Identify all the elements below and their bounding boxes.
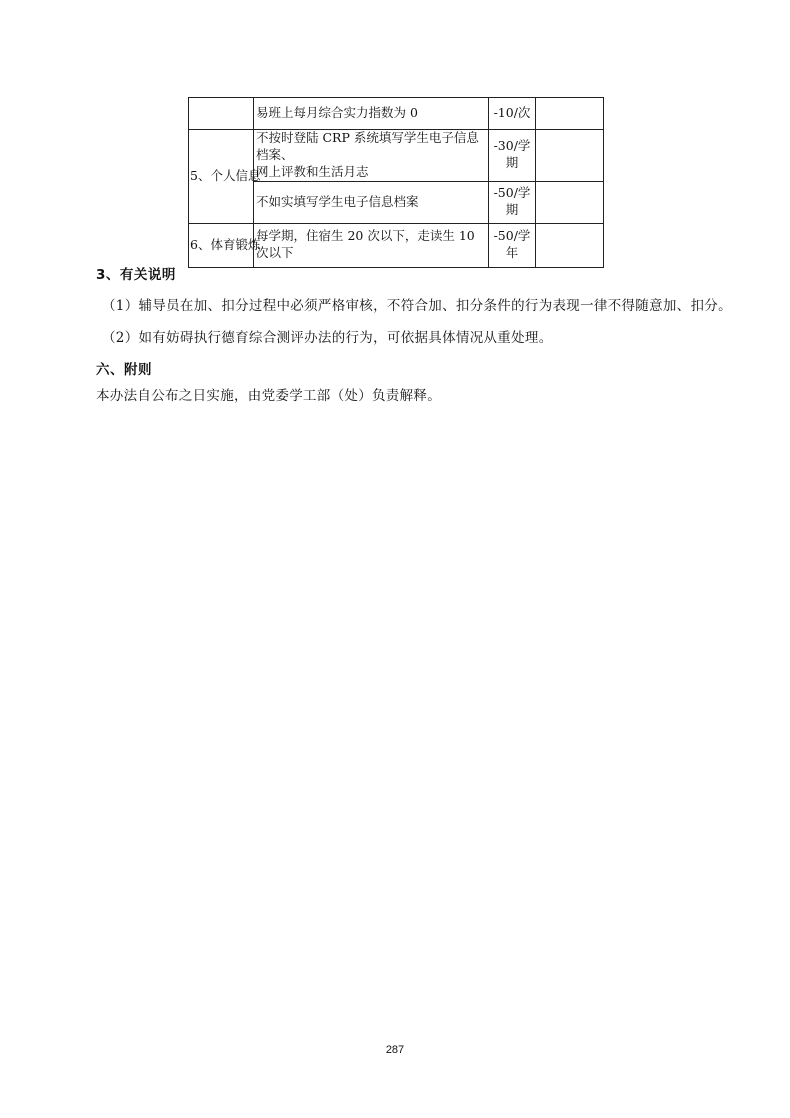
paragraph: 本办法自公布之日实施，由党委学工部（处）负责解释。 [96, 388, 441, 404]
score-cell [489, 223, 536, 267]
category-label: 5、个人信息 [190, 167, 261, 183]
item-text: 不如实填写学生电子信息档案 [256, 193, 419, 209]
paragraph: （1）辅导员在加、扣分过程中必须严格审核，不符合加、扣分条件的行为表现一律不得随意加、扣分。 [102, 298, 732, 314]
table-row [189, 98, 604, 130]
score-text: 年 [505, 245, 519, 261]
page-number: 287 [385, 1044, 405, 1056]
item-cell [254, 98, 489, 130]
score-text: -50/学 [493, 185, 531, 201]
score-text: -30/学 [493, 138, 531, 154]
score-text: 期 [505, 155, 519, 171]
section-heading: 六、附则 [96, 362, 152, 378]
deduction-table [188, 97, 604, 268]
table-row [189, 223, 604, 267]
blank-cell [536, 130, 604, 182]
blank-cell [536, 181, 604, 223]
score-cell [489, 130, 536, 182]
item-cell [254, 181, 489, 223]
item-text: 不按时登陆 CRP 系统填写学生电子信息档案、 [256, 130, 479, 162]
blank-cell [536, 98, 604, 130]
blank-cell [536, 223, 604, 267]
item-cell [254, 130, 489, 182]
item-text: 易班上每月综合实力指数为 0 [256, 105, 418, 121]
deduction-table-wrapper [188, 97, 603, 268]
item-text: 网上评教和生活月志 [256, 163, 369, 179]
score-text: -50/学 [493, 228, 531, 244]
score-cell [489, 98, 536, 130]
item-cell [254, 223, 489, 267]
category-label: 6、体育锻炼 [190, 236, 261, 252]
table-row [189, 130, 604, 182]
score-text: -10/次 [493, 105, 531, 121]
paragraph: （2）如有妨碍执行德育综合测评办法的行为，可依据具体情况从重处理。 [102, 330, 553, 346]
item-text: 每学期，住宿生 20 次以下，走读生 10 次以下 [256, 228, 475, 261]
score-cell [489, 181, 536, 223]
category-cell [189, 223, 261, 267]
category-cell [189, 98, 254, 130]
category-cell [189, 130, 261, 224]
section-heading: 3、有关说明 [96, 267, 176, 283]
score-text: 期 [505, 202, 519, 218]
